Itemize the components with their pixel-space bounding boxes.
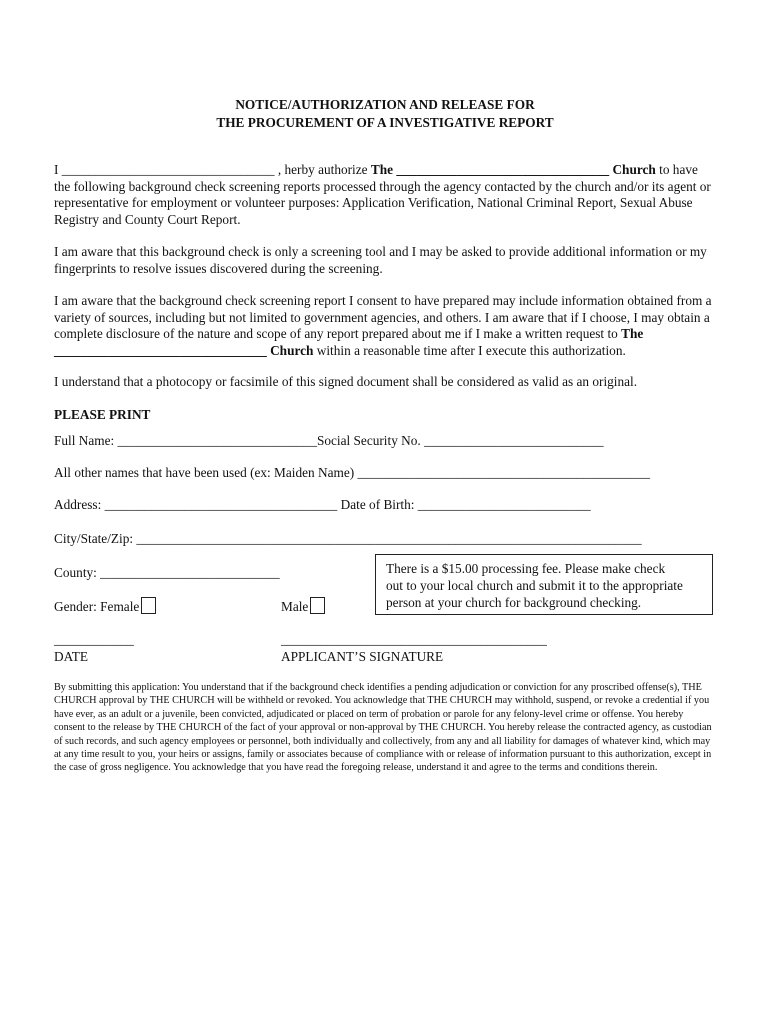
please-print-heading: PLEASE PRINT	[54, 407, 151, 422]
para1-prefix: I ________________________________ , herby authorize	[54, 162, 371, 177]
female-checkbox[interactable]	[141, 597, 156, 614]
para3-church: Church	[270, 342, 314, 358]
disclosure-paragraph	[54, 293, 714, 359]
notice-line-1: There is a $15.00 processing fee. Please make check	[386, 561, 666, 576]
para1-the: The	[370, 162, 394, 177]
signature-label: APPLICANT’S SIGNATURE	[281, 649, 444, 664]
date-label: DATE	[54, 649, 88, 664]
other-names-field[interactable]: All other names that have been used (ex: Maiden Name) ____________________________________________	[54, 465, 651, 480]
para1-church: Church	[612, 162, 656, 177]
screening-paragraph: I am aware that this background check is only a screening tool and I may be asked to provide additional information or my fingerprints to resolve issues discovered during the screening.	[54, 244, 707, 276]
gender-male-label: Male	[281, 599, 309, 614]
full-name-field[interactable]: Full Name: ______________________________Social Security No. ___________________________	[54, 433, 604, 448]
church-name-blank: ________________________________	[393, 162, 613, 177]
para3-text: I am aware that the background check screening report I consent to have prepared may include information obtained from a variety of sources, including but not limited to government agencies, and others. I am aware that if I choose, I may obtain a complete disclosure of the nature and scope of any report prepared about me if I make a written request to	[54, 293, 712, 341]
para3-the: The	[621, 326, 644, 341]
authorization-paragraph	[54, 162, 714, 228]
city-state-zip-field[interactable]: City/State/Zip: ____________________________________________________________________________	[54, 531, 642, 546]
address-field[interactable]: Address: ___________________________________ Date of Birth: __________________________	[54, 497, 591, 512]
notice-line-3: person at your church for background checking.	[386, 595, 642, 610]
signature-line[interactable]: ________________________________________	[281, 632, 547, 647]
male-checkbox[interactable]	[310, 597, 325, 614]
title-line-1: NOTICE/AUTHORIZATION AND RELEASE FOR	[235, 97, 535, 112]
photocopy-paragraph: I understand that a photocopy or facsimile of this signed document shall be considered as valid as an original.	[54, 374, 638, 389]
notice-line-2: out to your local church and submit it to the appropriate	[386, 578, 683, 593]
legal-fine-print: By submitting this application: You understand that if the background check identifies a pending adjudication or conviction for any proscribed offense(s), THE CHURCH approval by THE CHURCH will be withheld or revoked. You acknowledge that THE CHURCH may withhold, suspend, or revoke a credential if you have ever, as an adult or a juvenile, been convicted, adjudicated or placed on term of probation or parole for any felony-level crime or offense. You hereby consent to the release by THE CHURCH of the fact of your approval or non-approval by THE CHURCH. You hereby release the contracted agency, as custodian of such records, and such agency employees or personnel, both individually and collectively, from any and all liability for damages of whatever kind, which may at any time result to you, your heirs or assigns, family or associates because of compliance with or release of information pursuant to this authorization, except in the case of gross negligence. You acknowledge that you have read the foregoing release, understand it and agree to the terms and conditions therein.	[54, 682, 712, 774]
title-line-2: THE PROCUREMENT OF A INVESTIGATIVE REPORT	[216, 115, 554, 130]
processing-fee-notice	[375, 554, 713, 615]
para1-rest: to have the following background check screening reports processed through the agency contacted by the church and/or its agent or representative for employment or volunteer purposes: Application Verification, National Criminal Report, Sexual Abuse Registry and County Court Report.	[54, 162, 711, 227]
county-field[interactable]: County: ___________________________	[54, 565, 280, 580]
gender-female-label: Gender: Female	[54, 599, 140, 614]
date-line[interactable]: ____________	[54, 632, 134, 647]
church-name-blank-2: ________________________________	[54, 342, 271, 358]
gender-male-option	[281, 597, 325, 615]
para3-rest: within a reasonable time after I execute this authorization.	[313, 342, 626, 358]
gender-female-option	[54, 597, 156, 615]
